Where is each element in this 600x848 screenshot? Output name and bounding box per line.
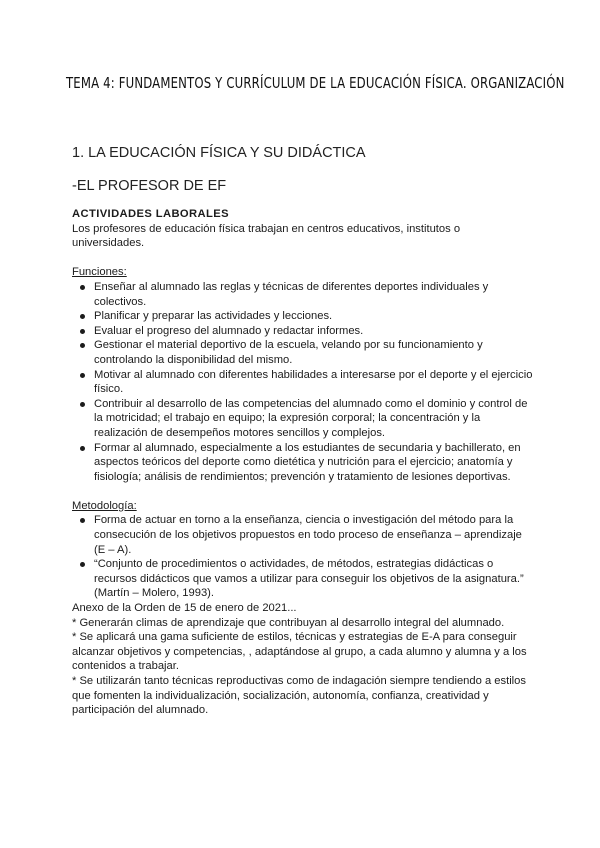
- funciones-heading: Funciones:: [72, 266, 127, 279]
- list-item: Motivar al alumnado con diferentes habilidades a interesarse por el deporte y el ejercicio físico.: [94, 368, 534, 397]
- note-item: * Generarán climas de aprendizaje que contribuyan al desarrollo integral del alumnado.: [72, 616, 505, 629]
- list-item: “Conjunto de procedimientos o actividades, de métodos, estrategias didácticas o recursos didácticos que vamos a utilizar para conseguir los objetivos de la asignatura.” (Martín – Molero, 1993).: [94, 557, 534, 601]
- bullet-icon: [80, 343, 85, 348]
- metodologia-heading: Metodología:: [72, 499, 137, 512]
- note-item: * Se utilizarán tanto técnicas reproductivas como de indagación siempre tendiendo a estilos que fomenten la individualización, socialización, autonomía, confianza, creatividad y participación del alumnado.: [72, 675, 526, 717]
- list-item: Forma de actuar en torno a la enseñanza, ciencia o investigación del método para la consecución de los objetivos propuestos en todo proceso de enseñanza – aprendizaje (E – A).: [94, 513, 534, 557]
- subsection-heading: -EL PROFESOR DE EF: [72, 178, 227, 194]
- list-item: Contribuir al desarrollo de las competencias del alumnado como el dominio y control de la motricidad; el trabajo en equipo; la expresión corporal; la concentración y la realización de desempeños motores sencillos y complejos.: [94, 397, 534, 441]
- bullet-icon: [80, 285, 85, 290]
- bullet-icon: [80, 329, 85, 334]
- spacer: [72, 251, 534, 266]
- bullet-icon: [80, 373, 85, 378]
- document-body: [72, 207, 534, 718]
- bullet-icon: [80, 402, 85, 407]
- spacer: [72, 484, 534, 499]
- page-title: TEMA 4: FUNDAMENTOS Y CURRÍCULUM DE LA EDUCACIÓN FÍSICA. ORGANIZACIÓN: [66, 74, 565, 92]
- funciones-list: [72, 280, 534, 484]
- bullet-icon: [80, 518, 85, 523]
- list-item: Planificar y preparar las actividades y lecciones.: [94, 309, 534, 324]
- section-heading: 1. LA EDUCACIÓN FÍSICA Y SU DIDÁCTICA: [72, 145, 366, 161]
- list-item: Evaluar el progreso del alumnado y redactar informes.: [94, 324, 534, 339]
- list-item: Enseñar al alumnado las reglas y técnicas de diferentes deportes individuales y colectivos.: [94, 280, 534, 309]
- metodologia-list: [72, 513, 534, 601]
- anexo-text: Anexo de la Orden de 15 de enero de 2021...: [72, 602, 297, 615]
- actividades-text: Los profesores de educación física trabajan en centros educativos, institutos o universidades.: [72, 222, 461, 250]
- actividades-heading: ACTIVIDADES LABORALES: [72, 208, 229, 220]
- list-item: Formar al alumnado, especialmente a los estudiantes de secundaria y bachillerato, en aspectos teóricos del deporte como dietética y nutrición para el ejercicio; anatomía y fisiología; análisis de rendimientos; prevención y tratamiento de lesiones deportivas.: [94, 441, 534, 485]
- bullet-icon: [80, 314, 85, 319]
- bullet-icon: [80, 446, 85, 451]
- list-item: Gestionar el material deportivo de la escuela, velando por su funcionamiento y controlando la disponibilidad del mismo.: [94, 338, 534, 367]
- note-item: * Se aplicará una gama suficiente de estilos, técnicas y estrategias de E-A para conseguir alcanzar objetivos y competencias, , adaptándose al grupo, a cada alumno y alumna y a los contenidos a trabajar.: [72, 631, 527, 673]
- bullet-icon: [80, 562, 85, 567]
